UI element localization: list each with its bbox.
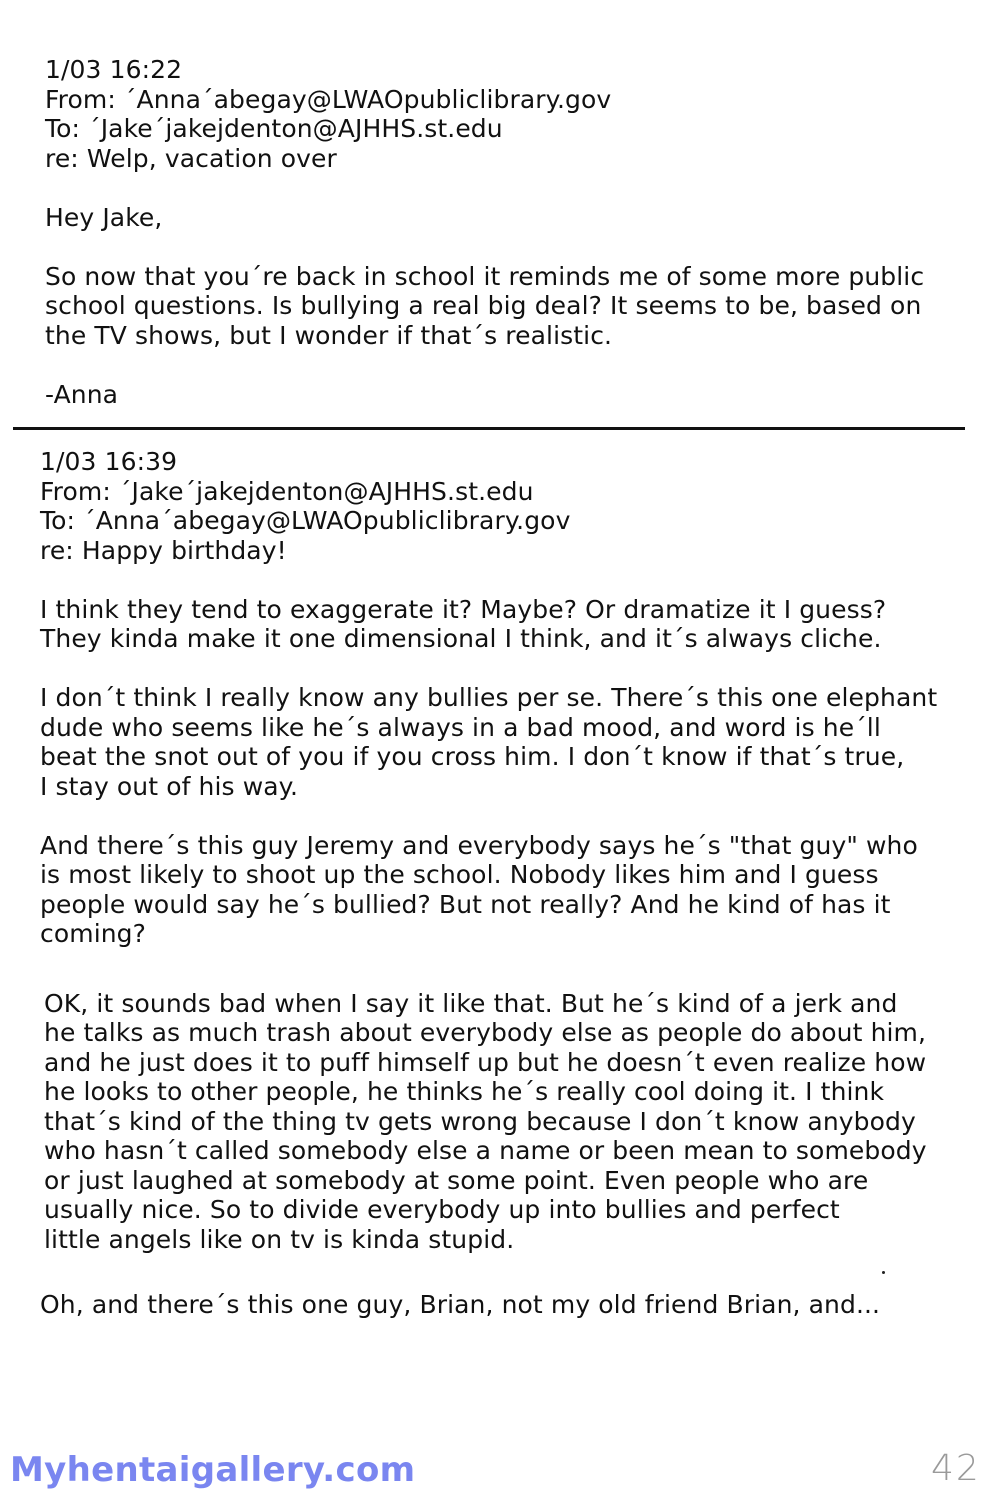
body-line: he talks as much trash about everybody else as people do about him, bbox=[44, 1018, 927, 1047]
body-line: And there´s this guy Jeremy and everybody says he´s "that guy" who bbox=[40, 830, 918, 860]
message-divider bbox=[13, 427, 965, 430]
body-line: I stay out of his way. bbox=[40, 771, 299, 801]
body-line: coming? bbox=[40, 919, 147, 948]
email-body-paragraph bbox=[40, 595, 1000, 654]
email-timestamp: 1/03 16:22 bbox=[45, 55, 183, 84]
body-line: people would say he´s bullied? But not really? And he kind of has it bbox=[40, 889, 891, 919]
body-line: the TV shows, but I wonder if that´s realistic. bbox=[45, 320, 613, 350]
email-from: From: ´Jake´jakejdenton@AJHHS.st.edu bbox=[40, 476, 534, 506]
body-line: beat the snot out of you if you cross him. I don´t know if that´s true, bbox=[40, 742, 905, 771]
page-number: 42 bbox=[931, 1448, 981, 1489]
email-to: To: ´Anna´abegay@LWAOpubliclibrary.gov bbox=[40, 506, 571, 535]
body-line: I think they tend to exaggerate it? Maybe? Or dramatize it I guess? bbox=[40, 594, 887, 624]
email-timestamp: 1/03 16:39 bbox=[40, 447, 178, 476]
body-line: So now that you´re back in school it reminds me of some more public bbox=[45, 261, 925, 291]
body-line: usually nice. So to divide everybody up into bullies and perfect bbox=[44, 1195, 840, 1224]
body-line: little angels like on tv is kinda stupid. bbox=[44, 1224, 515, 1254]
email-body-paragraph bbox=[45, 262, 1000, 351]
email-body-paragraph bbox=[40, 1290, 1000, 1320]
email-to: To: ´Jake´jakejdenton@AJHHS.st.edu bbox=[45, 114, 503, 143]
body-line: he looks to other people, he thinks he´s really cool doing it. I think bbox=[44, 1077, 885, 1106]
body-line: Oh, and there´s this one guy, Brian, not my old friend Brian, and... bbox=[40, 1290, 881, 1319]
body-line: is most likely to shoot up the school. Nobody likes him and I guess bbox=[40, 860, 879, 889]
stray-dot-mark bbox=[882, 1271, 885, 1274]
email-greeting: Hey Jake, bbox=[45, 202, 163, 232]
body-line: who hasn´t called somebody else a name or been mean to somebody bbox=[44, 1136, 927, 1165]
body-line: OK, it sounds bad when I say it like that. But he´s kind of a jerk and bbox=[44, 988, 898, 1018]
email-signature: -Anna bbox=[45, 379, 119, 409]
email-subject: re: Welp, vacation over bbox=[45, 143, 337, 173]
email-greeting-paragraph bbox=[45, 203, 1000, 233]
email-message-1 bbox=[45, 55, 1000, 409]
email-subject: re: Happy birthday! bbox=[40, 535, 287, 565]
body-line: dude who seems like he´s always in a bad mood, and word is he´ll bbox=[40, 712, 881, 742]
email-body-paragraph bbox=[40, 683, 1000, 801]
email-message-2 bbox=[40, 447, 1000, 1320]
body-line: that´s kind of the thing tv gets wrong because I don´t know anybody bbox=[44, 1106, 916, 1136]
body-line: They kinda make it one dimensional I think, and it´s always cliche. bbox=[40, 624, 882, 653]
body-line: or just laughed at somebody at some point. Even people who are bbox=[44, 1165, 869, 1195]
email-body-paragraph bbox=[40, 831, 1000, 949]
body-line: school questions. Is bullying a real big deal? It seems to be, based on bbox=[45, 291, 922, 320]
body-line: I don´t think I really know any bullies per se. There´s this one elephant bbox=[40, 683, 938, 712]
body-line: and he just does it to puff himself up but he doesn´t even realize how bbox=[44, 1047, 927, 1077]
watermark-text: Myhentaigallery.com bbox=[10, 1450, 416, 1490]
email-from: From: ´Anna´abegay@LWAOpubliclibrary.gov bbox=[45, 84, 612, 114]
email-signature-paragraph bbox=[45, 380, 1000, 410]
email-body-paragraph bbox=[44, 989, 1000, 1255]
